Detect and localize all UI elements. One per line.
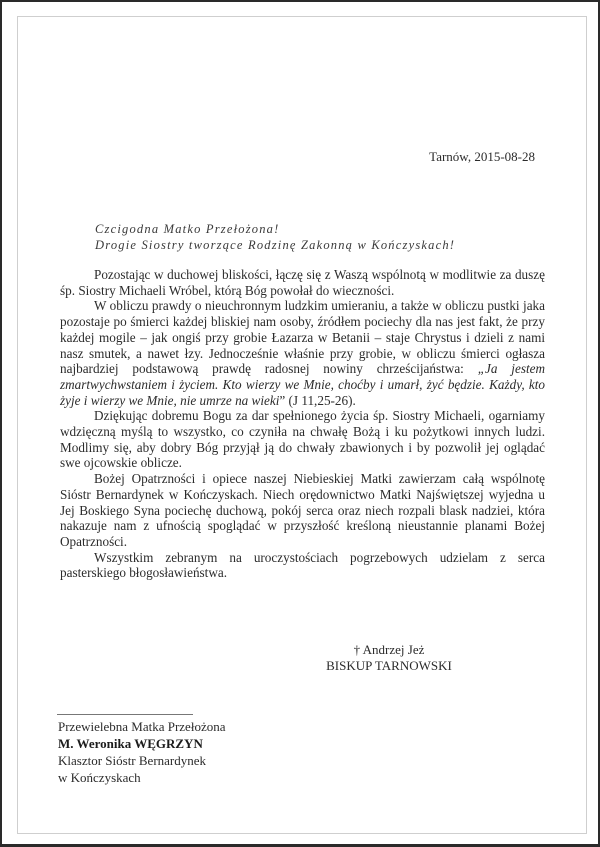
paragraph-text: W obliczu prawdy o nieuchronnym ludzkim umieraniu, a także w obliczu pustki jaka pozostaje po śmierci każdej bliskiej nam osoby, źródłem pociechy dla nas jest fakt, że przy każdej mogile – jak ongiś przy grobie Łazarza w Betanii – staje Chrystus i dzieli z nami nasz smutek, a nawet łzy. Jednocześnie właśnie przy grobie, w obliczu śmierci ogłasza najbardziej podstawową prawdę radosnej nowiny chrześcijaństwa: (60, 298, 545, 377)
salutation-line: Czcigodna Matko Przełożona! (95, 222, 280, 236)
recipient-address (58, 718, 225, 786)
letter-date: Tarnów, 2015-08-28 (429, 149, 535, 164)
paragraph: Pozostając w duchowej bliskości, łączę się z Waszą wspólnotą w modlitwie za duszę śp. Siostry Michaeli Wróbel, którą Bóg powołał do wieczności. (60, 267, 545, 298)
recipient-line: Klasztor Sióstr Bernardynek (58, 753, 207, 768)
signature-title: BISKUP TARNOWSKI (326, 658, 452, 673)
paragraph: Dziękując dobremu Bogu za dar spełnionego życia śp. Siostry Michaeli, ogarniamy wdzięczną myślą to wszystko, co czyniła na chwałę Bożą i ku pożytkowi innych ludzi. Modlimy się, aby dobry Bóg przyjął ją do chwały zbawionych i by pozwolił jej oglądać swe ojcowskie oblicze. (60, 408, 545, 471)
signature-name: † Andrzej Jeż (353, 642, 425, 657)
address-divider (57, 714, 193, 715)
letter-body (60, 267, 545, 581)
paragraph: Wszystkim zebranym na uroczystościach pogrzebowych udzielam z serca pasterskiego błogosławieństwa. (60, 549, 545, 581)
salutation-line: Drogie Siostry tworzące Rodzinę Zakonną w Kończyskach! (95, 238, 456, 252)
scripture-reference: ” (J 11,25-26). (279, 392, 356, 408)
paragraph: Bożej Opatrzności i opiece naszej Niebieskiej Matki zawierzam całą wspólnotę Sióstr Bernardynek w Kończyskach. Niech orędownictwo Matki Najświętszej wyjedna u Jej Boskiego Syna pociechę duchową, pokój serca oraz niech rozpali blask nadziei, która nakazuje nam z ufnością spoglądać w przyszłość kreśloną nieustannie planami Bożej Opatrzności. (60, 471, 545, 549)
recipient-line: Przewielebna Matka Przełożona (58, 719, 226, 734)
salutation (95, 221, 455, 253)
scripture-quote: „Ja jestem zmartwychwstaniem i życiem. Kto wierzy we Mnie, choćby i umarł, żyć będzie. Każdy, kto żyje i wierzy we Mnie, nie umrze na wieki (60, 361, 545, 408)
paragraph (60, 298, 545, 408)
signature-block (314, 642, 464, 674)
recipient-line: w Kończyskach (58, 770, 141, 785)
recipient-name: M. Weronika WĘGRZYN (58, 736, 203, 751)
